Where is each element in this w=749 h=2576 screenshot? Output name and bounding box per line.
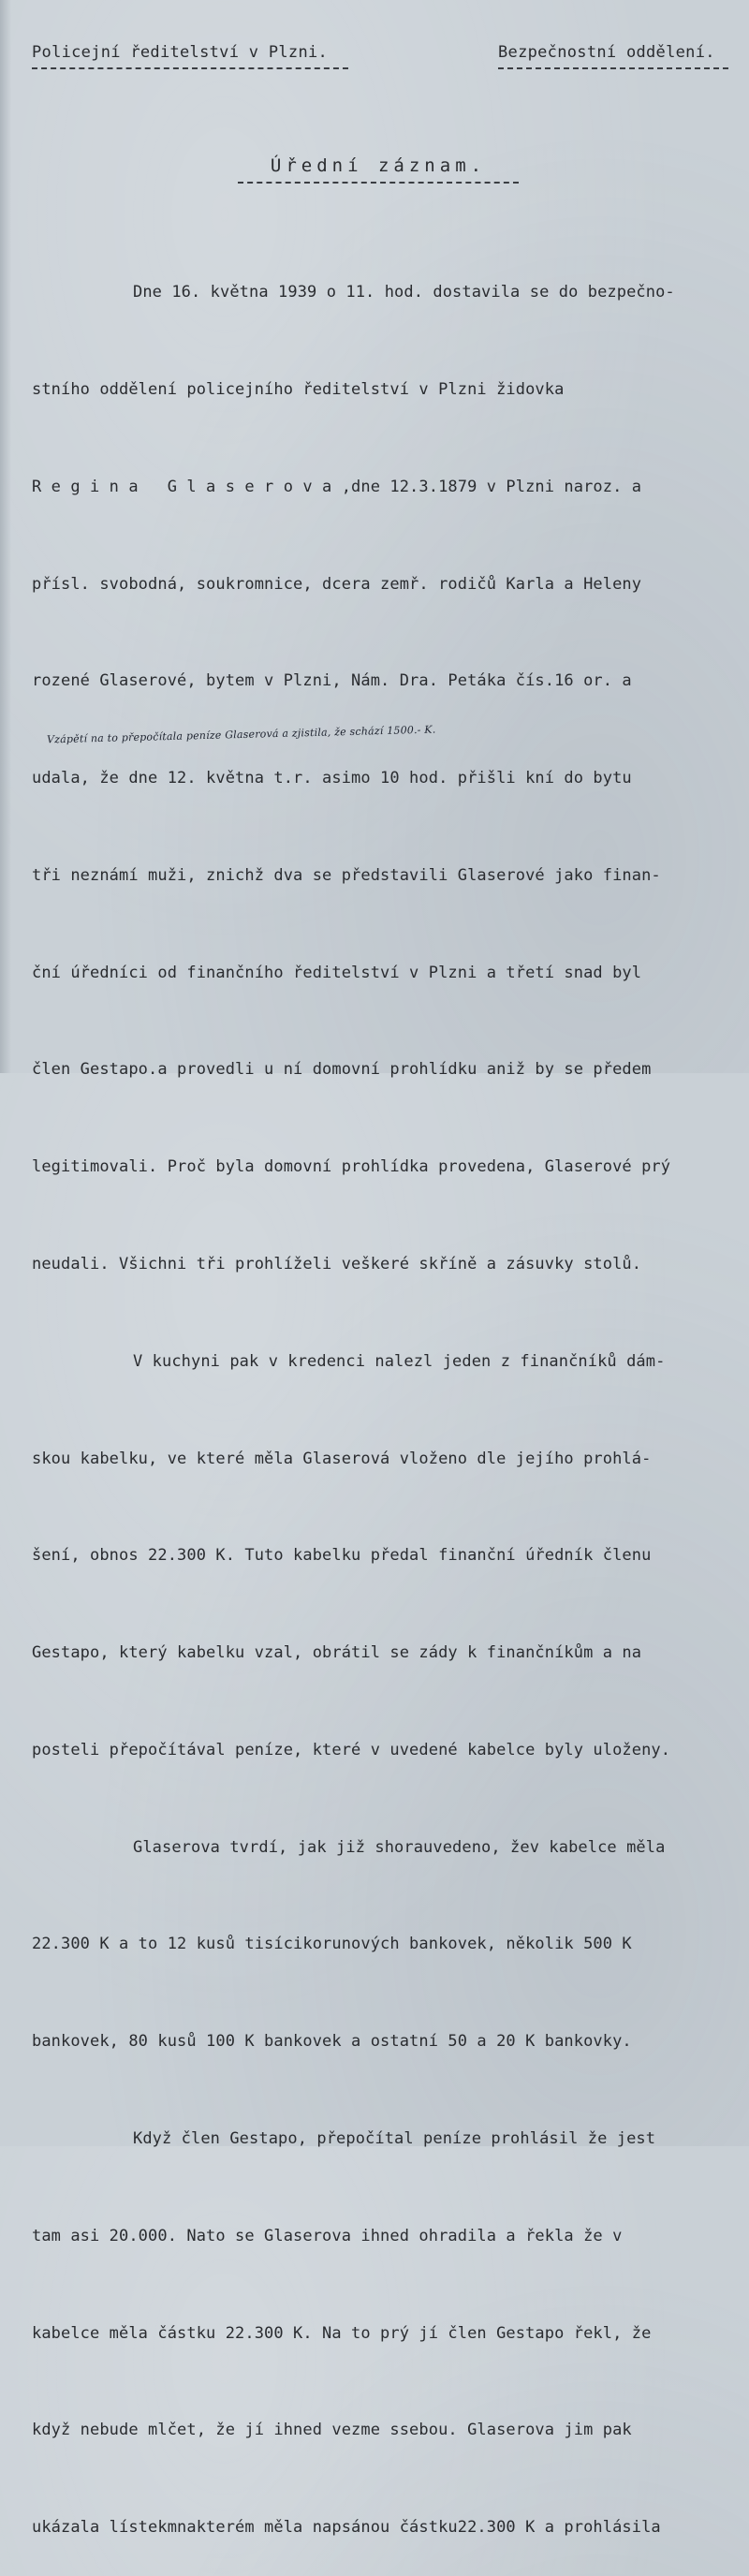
text-line: neudali. Všichni tři prohlíželi veškeré skříně a zásuvky stolů. [32, 1255, 642, 1273]
header-department [498, 43, 728, 69]
text-line: tři neznámí muži, znichž dva se představili Glaserové jako finan- [32, 865, 661, 885]
text-line: posteli přepočítával peníze, které v uvedené kabelce byly uloženy. [32, 1740, 671, 1759]
text-line: legitimovali. Proč byla domovní prohlídka provedena, Glaserové prý [32, 1157, 671, 1177]
text-line: šení, obnos 22.300 K. Tuto kabelku předal finanční úředník členu [32, 1546, 652, 1566]
header-authority [32, 43, 348, 69]
text-line: R e g i n a G l a s e r o v a ,dne 12.3.1879 v Plzni naroz. a [32, 477, 642, 496]
document-header [32, 43, 730, 81]
document-title [230, 155, 519, 184]
text-line: udala, že dne 12. května t.r. asimo 10 hod. přišli kní do bytu [32, 769, 632, 788]
text-line: Glaserova tvrdí, jak již shorauvedeno, žev kabelce měla [133, 1837, 666, 1857]
text-line: ční úředníci od finančního ředitelství v Plzni a třetí snad byl [32, 963, 642, 982]
header-left-underline [32, 67, 348, 69]
text-line: skou kabelku, ve které měla Glaserová vloženo dle jejího prohlá- [32, 1449, 652, 1468]
title-underline [238, 182, 519, 184]
text-line: 22.300 K a to 12 kusů tisícikorunových bankovek, několik 500 K [32, 1935, 632, 1954]
text-line: Dne 16. května 1939 o 11. hod. dostavila se do bezpečno- [133, 283, 675, 302]
text-line: stního oddělení policejního ředitelství v Plzni židovka [32, 379, 565, 399]
document-body [32, 212, 728, 2576]
text-line: když nebude mlčet, že jí ihned vezme ssebou. Glaserova jim pak [32, 2421, 632, 2440]
document-title-text: Úřední záznam. [270, 155, 487, 176]
text-line: V kuchyni pak v kredenci nalezl jeden z finančníků dám- [133, 1351, 666, 1371]
title-block [0, 155, 749, 184]
text-line: kabelce měla částku 22.300 K. Na to prý jí člen Gestapo řekl, že [32, 2323, 652, 2343]
text-line: bankovek, 80 kusů 100 K bankovek a ostatní 50 a 20 K bankovky. [32, 2032, 632, 2052]
header-right-underline [498, 67, 728, 69]
text-line: člen Gestapo.a provedli u ní domovní prohlídku aniž by se předem [32, 1060, 652, 1080]
header-department-text: Bezpečnostní oddělení. [498, 43, 715, 62]
header-authority-text: Policejní ředitelství v Plzni. [32, 43, 329, 62]
text-line: rozené Glaserové, bytem v Plzni, Nám. Dra. Petáka čís.16 or. a [32, 671, 632, 691]
handwritten-annotation: Vzápětí na to přepočítala peníze Glaserová a zjistila, že schází 1500.- K. [46, 723, 436, 746]
text-line: ukázala lístekmnakterém měla napsánou částku22.300 K a prohlásila [32, 2518, 661, 2538]
text-line: přísl. svobodná, soukromnice, dcera zemř. rodičů Karla a Heleny [32, 574, 642, 594]
text-line: Gestapo, který kabelku vzal, obrátil se zády k finančníkům a na [32, 1643, 642, 1663]
text-line: tam asi 20.000. Nato se Glaserova ihned ohradila a řekla že v [32, 2226, 623, 2245]
text-line: Když člen Gestapo, přepočítal peníze prohlásil že jest [133, 2129, 656, 2149]
